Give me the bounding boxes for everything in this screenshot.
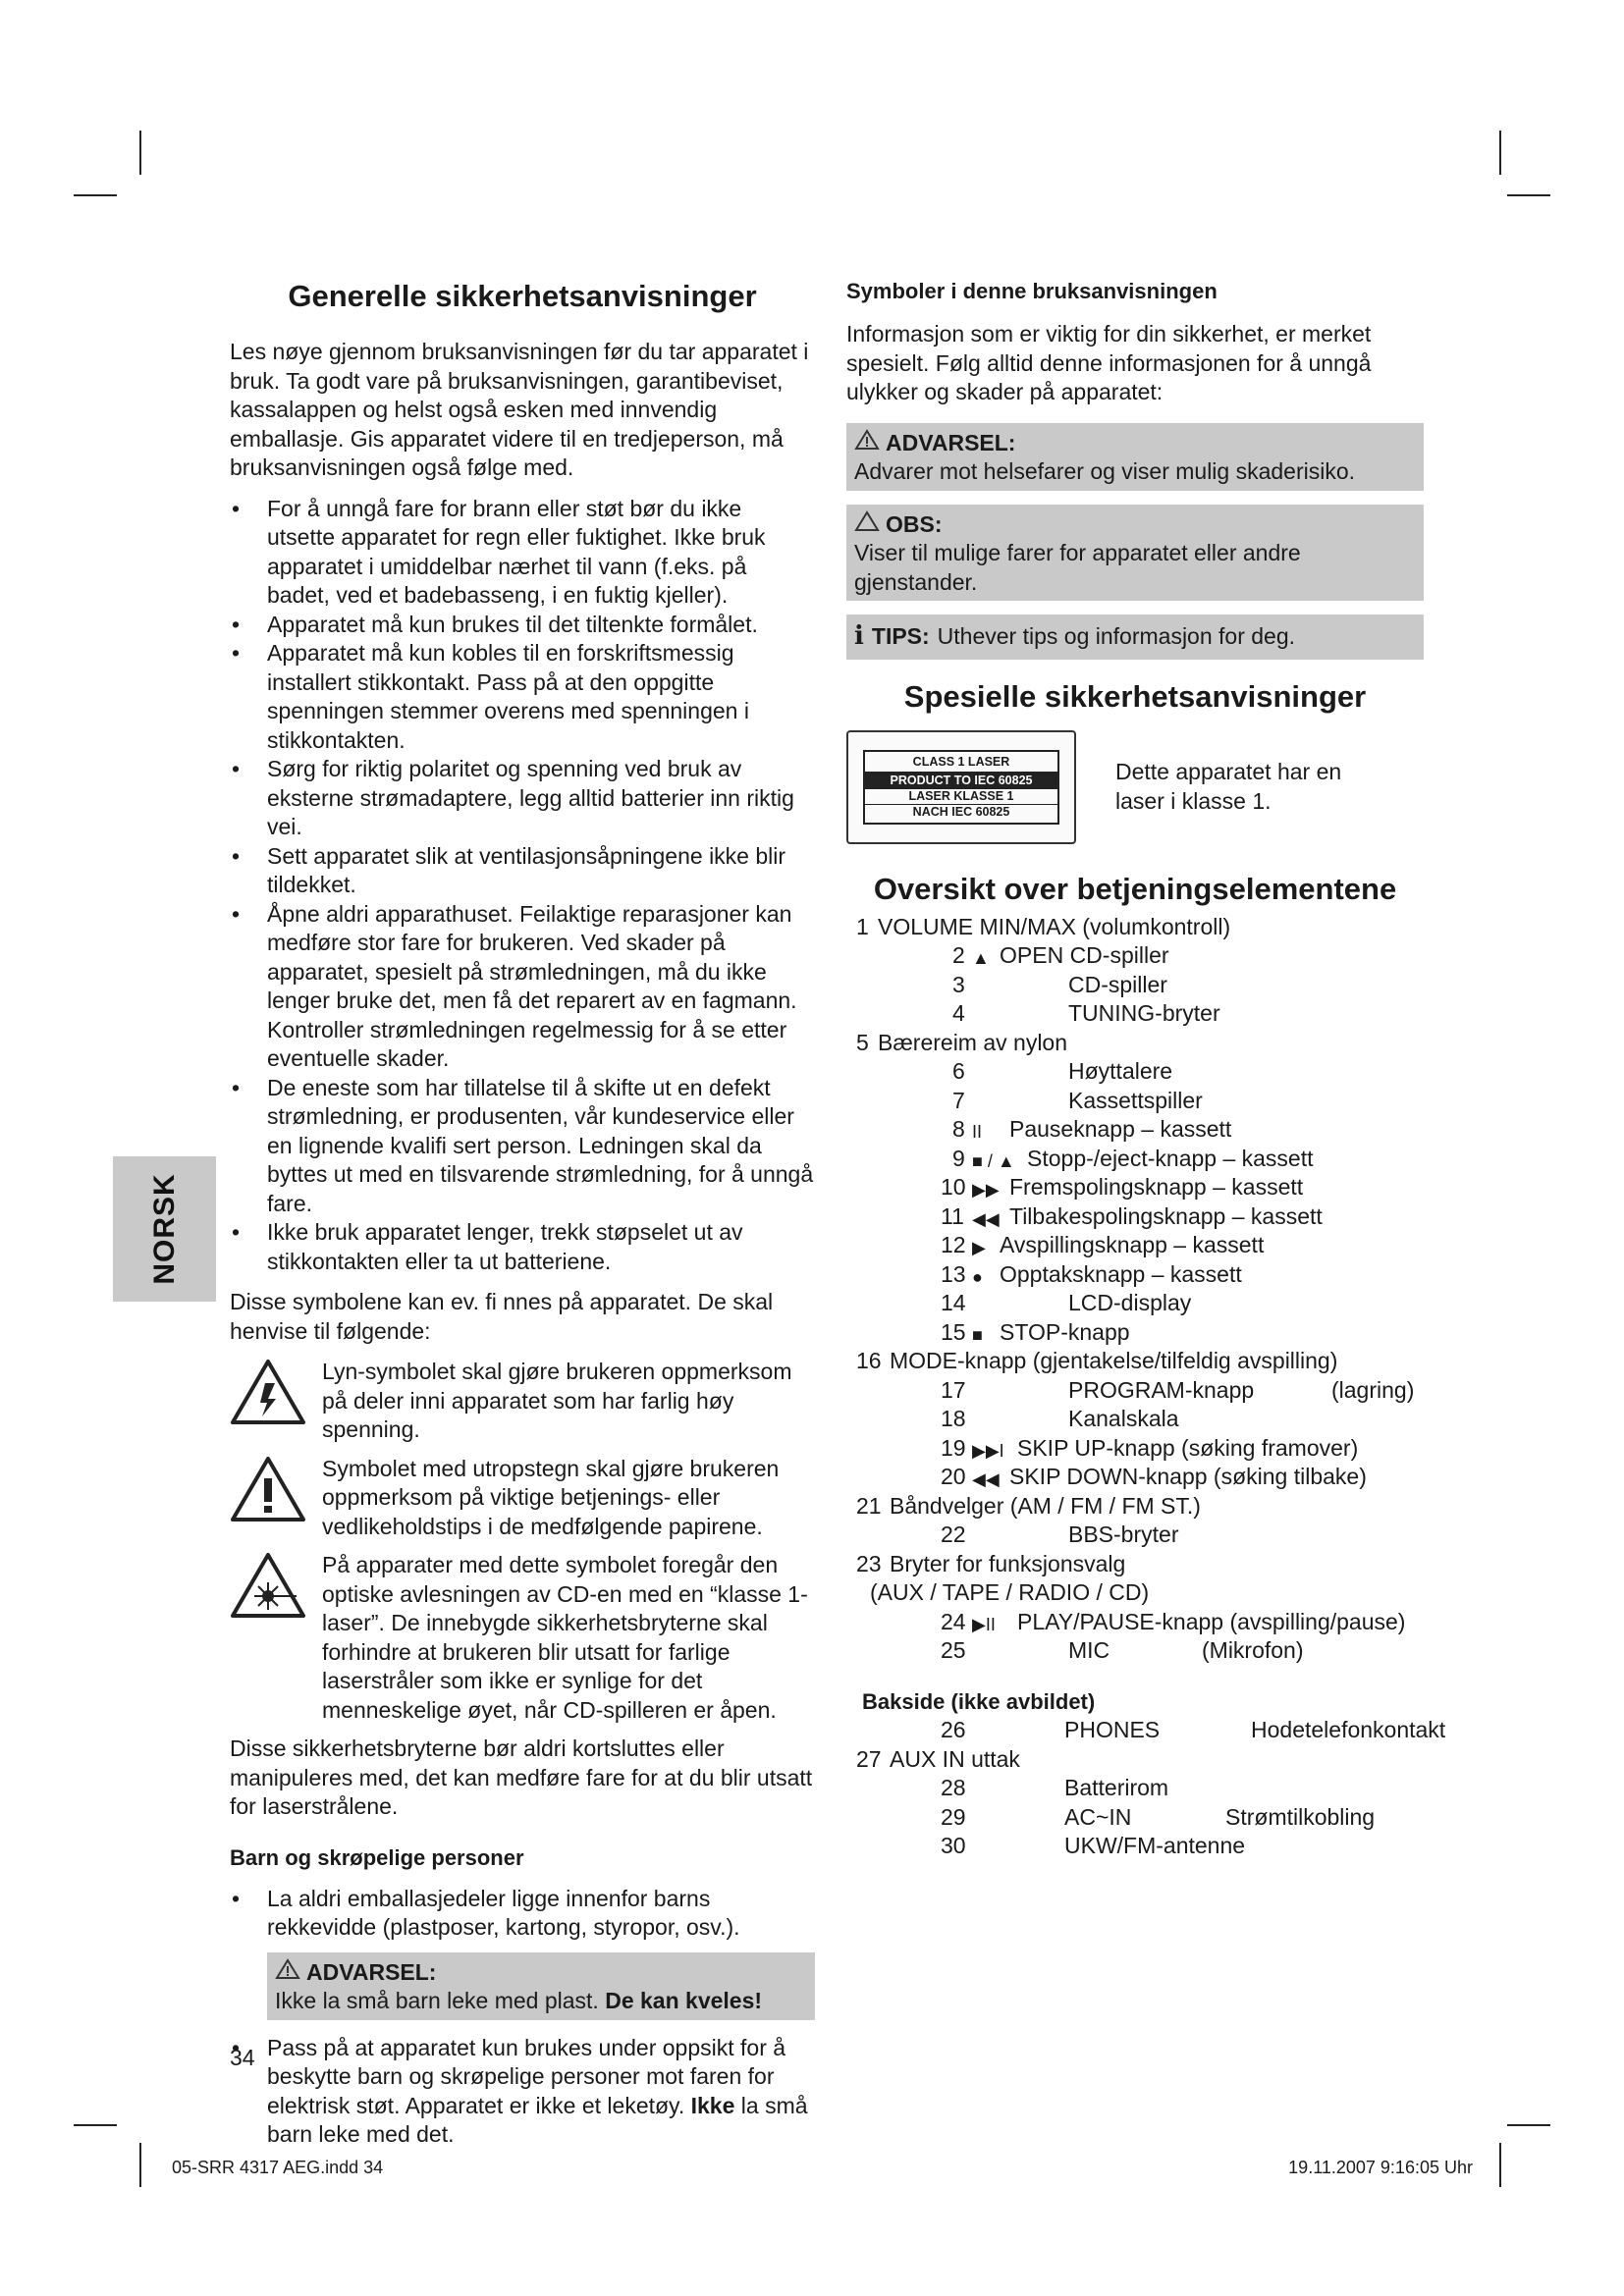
laser-text: Dette apparatet har en laser i klasse 1. xyxy=(1115,759,1342,814)
safety-bullet-list xyxy=(230,495,815,1277)
control-name: Batterirom xyxy=(1064,1775,1169,1800)
control-number: 23 xyxy=(856,1550,882,1576)
back-control-item xyxy=(846,1803,1424,1833)
control-name: SKIP UP-knapp (søking framover) xyxy=(1017,1434,1359,1461)
control-number: 1 xyxy=(856,913,869,939)
warning-triangle-icon xyxy=(854,429,880,458)
control-item xyxy=(846,1087,1424,1116)
tips-text: Uthever tips og informasjon for deg. xyxy=(937,623,1296,649)
special-safety-title: Spesielle sikkerhetsanvisninger xyxy=(903,678,1367,714)
control-item xyxy=(846,941,1424,971)
control-number: 17 xyxy=(941,1376,966,1403)
obs-label: OBS: xyxy=(886,510,943,537)
control-number: 5 xyxy=(856,1029,869,1055)
laser-line: CLASS 1 LASER xyxy=(865,755,1057,773)
crop-mark xyxy=(139,131,141,175)
intro-paragraph: Les nøye gjennom bruksanvisningen før du tar apparatet i bruk. Ta godt vare på bruksanvisningen, garantibeviset, kassalappen og helst også esken med innvendig emballasje. Gis apparatet videre til en tredjeperson, må bruksanvisningen også følge med. xyxy=(230,339,809,480)
exclamation-symbol-text: Symbolet med utropstegn skal gjøre brukeren oppmerksom på viktige betjenings- eller vedlikeholdstips i de medfølgende papirene. xyxy=(322,1455,780,1539)
list-item xyxy=(230,2034,815,2150)
page-number: 34 xyxy=(230,2045,255,2070)
control-symbol-icon: ■ xyxy=(972,1324,983,1345)
caution-triangle-icon xyxy=(854,510,880,540)
control-number: 15 xyxy=(941,1318,966,1345)
control-number: 22 xyxy=(941,1522,966,1547)
obs-text: Viser til mulige farer for apparatet eller andre gjenstander. xyxy=(854,540,1301,595)
control-extra: Strømtilkobling xyxy=(1225,1803,1376,1830)
children-bullet-list-2 xyxy=(230,2034,815,2150)
bullet-end: la små barn leke med det. xyxy=(267,2092,808,2147)
control-extra: Hodetelefonkontakt xyxy=(1251,1717,1446,1742)
control-item xyxy=(846,1289,1424,1318)
language-tab-label: NORSK xyxy=(147,1173,181,1285)
control-name: (AUX / TAPE / RADIO / CD) xyxy=(870,1579,1150,1605)
control-number: 16 xyxy=(856,1348,882,1373)
control-name: LCD-display xyxy=(1068,1290,1192,1315)
control-item xyxy=(846,1521,1424,1550)
control-name: BBS-bryter xyxy=(1068,1522,1179,1547)
control-item xyxy=(846,1550,1424,1579)
footer-file: 05-SRR 4317 AEG.indd 34 xyxy=(172,2158,384,2177)
control-symbol-icon: II xyxy=(972,1122,983,1142)
laser-label-inner xyxy=(863,750,1059,825)
control-item xyxy=(846,1318,1424,1348)
children-bullet-list xyxy=(230,1885,815,1943)
safety-switch-text: Disse sikkerhetsbryterne bør aldri kortsluttes eller manipuleres med, det kan medføre fare for at du blir utsatt for laserstrålene. xyxy=(230,1735,813,1819)
control-item xyxy=(846,1492,1424,1522)
warning-header xyxy=(275,1958,807,1988)
children-heading: Barn og skrøpelige personer xyxy=(230,1844,524,1870)
control-name: UKW/FM-antenne xyxy=(1064,1833,1246,1858)
child-warning-box xyxy=(267,1952,815,2020)
warning-plain: Ikke la små barn leke med plast. xyxy=(275,1988,599,2013)
control-item xyxy=(846,1145,1424,1174)
general-safety-title: Generelle sikkerhetsanvisninger xyxy=(288,279,757,313)
warning-text xyxy=(275,1987,807,2016)
advarsel-header xyxy=(854,429,1416,458)
control-item xyxy=(846,971,1424,1000)
control-name: STOP-knapp xyxy=(1000,1318,1130,1345)
control-number: 25 xyxy=(941,1637,966,1663)
control-number: 6 xyxy=(952,1058,965,1084)
control-item xyxy=(846,1434,1424,1464)
control-number: 18 xyxy=(941,1406,966,1431)
list-item: • De eneste som har tillatelse til å skifte ut en defekt strømledning, er produsenten, vår kundeservice eller en lignende kvalifi sert person. Ledningen skal da byttes ut med en tilsvarende strømledning, for å unngå fare. xyxy=(230,1074,815,1219)
control-name: Avspillingsknapp – kassett xyxy=(1000,1232,1265,1257)
control-number: 13 xyxy=(941,1260,966,1287)
control-item xyxy=(846,1405,1424,1434)
control-symbol-icon: ◀◀ xyxy=(972,1469,1000,1489)
control-symbol-icon: ▶ xyxy=(972,1238,986,1257)
control-extra: (Mikrofon) xyxy=(1202,1637,1304,1663)
control-number: 26 xyxy=(941,1717,966,1742)
control-symbol-icon: ▶II xyxy=(972,1614,996,1634)
back-control-item xyxy=(846,1832,1424,1861)
control-name: TUNING-bryter xyxy=(1068,1000,1220,1026)
laser-class-label xyxy=(846,730,1076,844)
warning-triangle-icon xyxy=(275,1958,300,1988)
crop-mark xyxy=(1499,2143,1501,2187)
control-symbol-icon: ▲ xyxy=(972,948,990,968)
control-number: 3 xyxy=(952,971,965,997)
control-name: Opptaksknapp – kassett xyxy=(1000,1260,1242,1287)
overview-title: Oversikt over betjeningselementene xyxy=(873,871,1397,906)
control-number: 11 xyxy=(941,1202,964,1229)
control-name: PLAY/PAUSE-knapp (avspilling/pause) xyxy=(1017,1608,1406,1634)
control-item xyxy=(846,1260,1424,1290)
control-symbol-icon: ● xyxy=(972,1266,983,1287)
crop-mark xyxy=(1507,194,1550,196)
symbol-row xyxy=(230,1551,815,1725)
obs-header xyxy=(854,510,1416,540)
symbol-row xyxy=(230,1358,815,1445)
exclamation-warning-icon xyxy=(230,1455,306,1542)
laser-symbol-text: På apparater med dette symbolet foregår den optiske avlesningen av CD-en med en “klasse 1-laser”. De innebygde sikkerhetsbryterne skal forhindre at brukeren blir utsatt for farlige laserstråler som ikke er synlige for det menneskelige øyet, når CD-spilleren er åpen. xyxy=(322,1552,808,1723)
control-item xyxy=(846,1115,1424,1145)
info-icon: i xyxy=(854,621,864,651)
back-controls-list xyxy=(846,1716,1446,1861)
control-name: Pauseknapp – kassett xyxy=(1009,1116,1232,1142)
control-name: MODE-knapp (gjentakelse/tilfeldig avspilling) xyxy=(890,1348,1338,1373)
obs-box xyxy=(846,505,1424,602)
laser-warning-icon xyxy=(230,1551,306,1725)
control-extra: (lagring) xyxy=(1331,1376,1415,1403)
control-number: 28 xyxy=(941,1775,966,1800)
control-item xyxy=(846,1347,1424,1376)
crop-mark xyxy=(74,194,117,196)
control-symbol-icon: ◀◀ xyxy=(972,1208,1000,1229)
control-name: AUX IN uttak xyxy=(890,1745,1020,1772)
control-symbol-icon: ▶▶ xyxy=(972,1180,1000,1200)
control-number: 12 xyxy=(941,1232,966,1257)
control-name: Høyttalere xyxy=(1068,1058,1173,1084)
advarsel-label: ADVARSEL: xyxy=(886,429,1016,455)
control-item xyxy=(846,1029,1424,1058)
tips-box xyxy=(846,614,1424,660)
back-control-item xyxy=(846,1716,1446,1745)
crop-mark xyxy=(139,2143,141,2187)
control-item xyxy=(846,1608,1424,1637)
symbols-heading: Symboler i denne bruksanvisningen xyxy=(846,279,1218,303)
right-column xyxy=(846,277,1446,1861)
control-name: Fremspolingsknapp – kassett xyxy=(1009,1174,1304,1200)
bullet-text: Pass på at apparatet kun brukes under oppsikt for å beskytte barn og skrøpelige personer mot faren for elektrisk støt. Apparatet er ikke et leketøy. xyxy=(267,2034,786,2118)
warning-bold: De kan kveles! xyxy=(605,1988,763,2013)
control-name: SKIP DOWN-knapp (søking tilbake) xyxy=(1009,1464,1367,1489)
control-number: 14 xyxy=(941,1290,966,1315)
warning-label: ADVARSEL: xyxy=(306,1958,437,1985)
advarsel-text: Advarer mot helsefarer og viser mulig skaderisiko. xyxy=(854,458,1356,484)
control-name: Stopp-/eject-knapp – kassett xyxy=(1027,1145,1314,1171)
control-number: 8 xyxy=(952,1116,965,1142)
control-number: 29 xyxy=(941,1803,966,1830)
list-item: • Apparatet må kun brukes til det tiltenkte formålet. xyxy=(230,611,815,640)
laser-line: LASER KLASSE 1 xyxy=(865,789,1057,805)
control-item xyxy=(846,1636,1424,1666)
list-item: • Apparatet må kun kobles til en forskriftsmessig installert stikkontakt. Pass på at den oppgitte spenningen stemmer overens med spenningen i stikkontakten. xyxy=(230,639,815,755)
language-tab xyxy=(113,1156,216,1302)
control-number: 21 xyxy=(856,1492,882,1519)
control-number: 20 xyxy=(941,1464,966,1489)
back-control-item xyxy=(846,1745,1424,1775)
control-name: VOLUME MIN/MAX (volumkontroll) xyxy=(878,913,1231,939)
back-control-item xyxy=(846,1774,1424,1803)
control-item xyxy=(846,913,1424,942)
control-name: Tilbakespolingsknapp – kassett xyxy=(1009,1202,1323,1229)
left-column xyxy=(230,277,815,2162)
advarsel-box xyxy=(846,423,1424,491)
laser-class-row xyxy=(846,730,1424,844)
lightning-symbol-text: Lyn-symbolet skal gjøre brukeren oppmerksom på deler inni apparatet som har farlig høy spenning. xyxy=(322,1359,792,1442)
control-name: Båndvelger (AM / FM / FM ST.) xyxy=(890,1492,1201,1519)
control-number: 24 xyxy=(941,1608,966,1634)
control-item xyxy=(846,1231,1424,1260)
control-name: AC~IN xyxy=(1064,1803,1132,1830)
control-name: Kanalskala xyxy=(1068,1406,1179,1431)
tips-label: TIPS: xyxy=(871,623,930,649)
list-item: • Åpne aldri apparathuset. Feilaktige reparasjoner kan medføre stor fare for brukeren. Ved skader på apparatet, spesielt på strømledningen, må du ikke lenger bruke det, men få det reparert av en fagmann. Kontroller strømledningen regelmessig for å se etter eventuelle skader. xyxy=(230,900,815,1074)
control-name: Kassettspiller xyxy=(1068,1087,1203,1113)
footer-date: 19.11.2007 9:16:05 Uhr xyxy=(1288,2158,1473,2177)
laser-line: NACH IEC 60825 xyxy=(912,804,1010,819)
control-item xyxy=(846,1202,1424,1232)
control-item xyxy=(846,1057,1424,1087)
control-name: MIC xyxy=(1068,1637,1110,1663)
control-item xyxy=(846,1578,1424,1608)
control-name: CD-spiller xyxy=(1068,971,1167,997)
control-number: 27 xyxy=(856,1745,882,1772)
control-number: 2 xyxy=(952,942,965,968)
control-name: OPEN CD-spiller xyxy=(1000,942,1169,968)
crop-mark xyxy=(1507,2124,1550,2126)
control-name: PROGRAM-knapp xyxy=(1068,1376,1255,1403)
control-number: 30 xyxy=(941,1833,966,1858)
list-item: • For å unngå fare for brann eller støt bør du ikke utsette apparatet for regn eller fuktighet. Ikke bruk apparatet i umiddelbar nærhet til vann (f.eks. på badet, ved et badebasseng, i en fuktig kjeller). xyxy=(230,495,815,611)
list-item: • Sett apparatet slik at ventilasjonsåpningene ikke blir tildekket. xyxy=(230,842,815,900)
symbols-info: Informasjon som er viktig for din sikkerhet, er merket spesielt. Følg alltid denne informasjonen for å unngå ulykker og skader på apparatet: xyxy=(846,321,1372,404)
control-item xyxy=(846,1376,1424,1406)
list-item: • Ikke bruk apparatet lenger, trekk støpselet ut av stikkontakten eller ta ut batteriene. xyxy=(230,1218,815,1276)
control-number: 19 xyxy=(941,1434,966,1461)
control-number: 9 xyxy=(952,1145,965,1171)
control-name: Bryter for funksjonsvalg xyxy=(890,1550,1126,1576)
control-symbol-icon: ■ / ▲ xyxy=(972,1150,1015,1171)
control-number: 10 xyxy=(941,1174,966,1200)
back-heading: Bakside (ikke avbildet) xyxy=(862,1688,1096,1714)
control-item xyxy=(846,1463,1424,1492)
control-number: 4 xyxy=(952,1000,965,1026)
bullet-bold: Ikke xyxy=(690,2092,735,2118)
control-item xyxy=(846,1173,1424,1202)
laser-line: PRODUCT TO IEC 60825 xyxy=(865,773,1057,789)
control-name: PHONES xyxy=(1064,1717,1161,1742)
control-number: 7 xyxy=(952,1087,965,1113)
symbol-row xyxy=(230,1455,815,1542)
symbols-intro: Disse symbolene kan ev. fi nnes på apparatet. De skal henvise til følgende: xyxy=(230,1289,774,1344)
crop-mark xyxy=(1499,131,1501,175)
list-item: • La aldri emballasjedeler ligge innenfor barns rekkevidde (plastposer, kartong, styropor, osv.). xyxy=(230,1885,815,1943)
list-item: • Sørg for riktig polaritet og spenning ved bruk av eksterne strømadaptere, legg alltid batterier inn riktig vei. xyxy=(230,755,815,842)
controls-list xyxy=(846,913,1424,1666)
control-name: Bærereim av nylon xyxy=(878,1029,1068,1055)
crop-mark xyxy=(74,2124,117,2126)
control-symbol-icon: ▶▶I xyxy=(972,1440,1004,1461)
lightning-warning-icon xyxy=(230,1358,306,1445)
control-item xyxy=(846,999,1424,1029)
